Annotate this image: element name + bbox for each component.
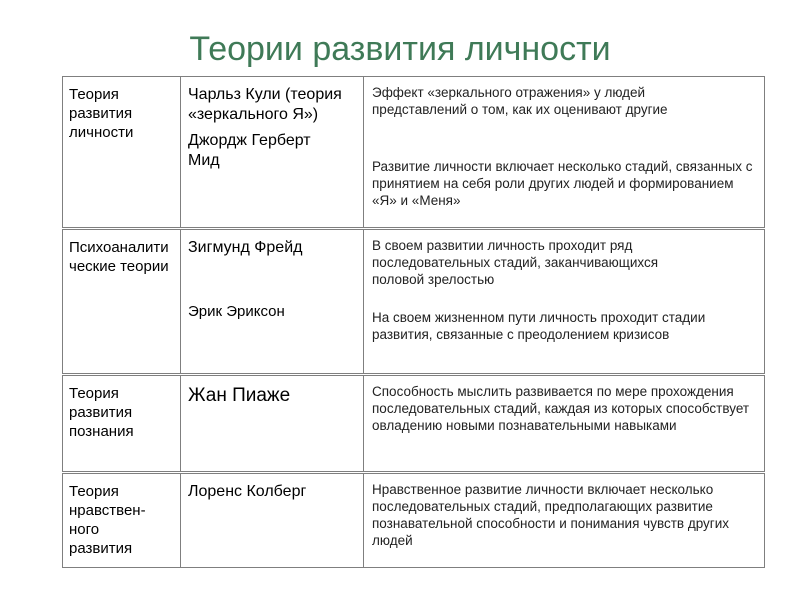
description-cell — [364, 77, 765, 229]
author-name: Жан Пиаже — [188, 385, 291, 406]
description-text: Нравственное развитие личности включает несколько последовательных стадий, предполагающих развитие познавательной способности и понимания чувств других людей — [372, 482, 730, 548]
author-cell — [181, 229, 364, 375]
theory-label-cell — [63, 77, 181, 229]
author-cell — [181, 375, 364, 473]
theory-label: Теория нравствен-ного развития — [69, 483, 146, 557]
page-title: Теории развития личности — [189, 30, 611, 68]
description-cell — [364, 229, 765, 375]
description-text: Способность мыслить развивается по мере прохождения последовательных стадий, каждая из которых способствует овладению новыми познавательными навыками — [372, 384, 750, 433]
description-text: На своем жизненном пути личность проходит стадии развития, связанные с преодолением кризисов — [372, 310, 706, 342]
theory-label-text: Психоаналитические теории — [69, 239, 169, 275]
description-cell — [364, 375, 765, 473]
theory-label — [69, 238, 180, 276]
theory-label: Теория развития личности — [69, 86, 134, 141]
author-name: Лоренс Колберг — [188, 483, 307, 500]
author-name: Чарльз Кули (теория «зеркального Я») — [188, 86, 342, 123]
description-cell — [364, 473, 765, 568]
author-name: Зигмунд Фрейд — [188, 239, 303, 256]
table-row — [63, 473, 765, 568]
description-text: Эффект «зеркального отражения» у людей представлений о том, как их оценивают другие — [372, 85, 668, 117]
theories-table — [62, 76, 765, 568]
theory-label-cell — [63, 229, 181, 375]
description-text: Развитие личности включает несколько стадий, связанных с принятием на себя роли других людей и формированием «Я» и «Меня» — [372, 159, 753, 208]
table-row — [63, 77, 765, 229]
table-row — [63, 375, 765, 473]
table-row — [63, 229, 765, 375]
theory-label-cell — [63, 473, 181, 568]
author-cell — [181, 473, 364, 568]
theory-label-cell — [63, 375, 181, 473]
description-text: В своем развитии личность проходит ряд последовательных стадий, заканчивающихся половой зрелостью — [372, 238, 659, 287]
author-name: Джордж Герберт Мид — [188, 132, 311, 169]
author-cell — [181, 77, 364, 229]
author-name: Эрик Эриксон — [188, 303, 285, 320]
theory-label: Теория развития познания — [69, 385, 134, 440]
